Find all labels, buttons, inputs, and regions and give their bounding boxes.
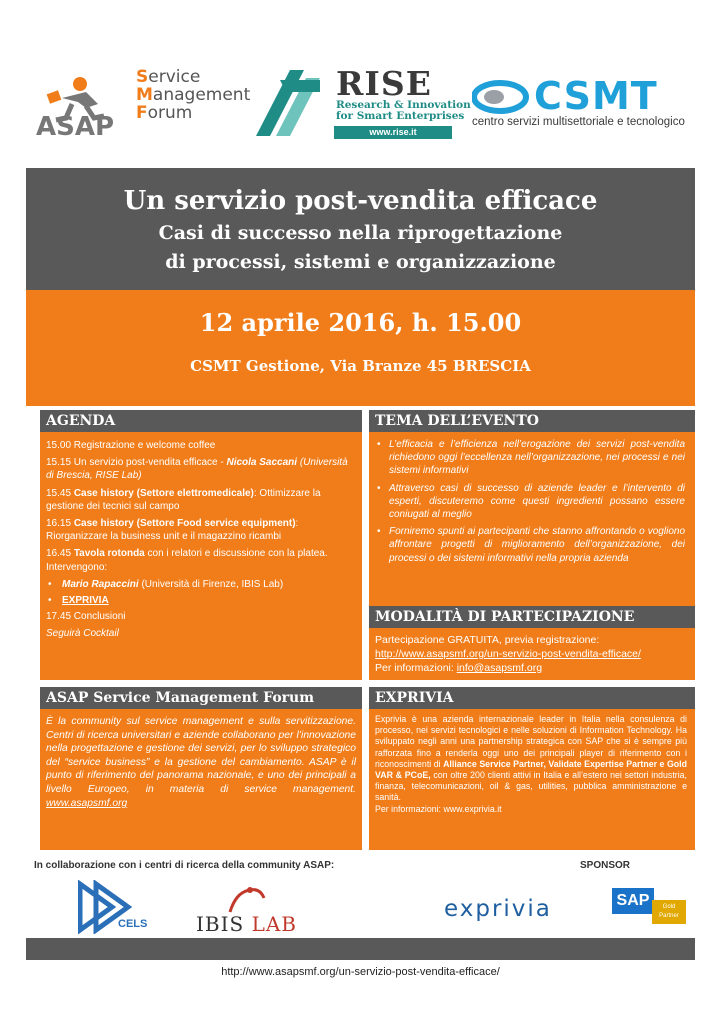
- rise-logo-icon: [256, 70, 324, 136]
- modalita-heading: MODALITÀ DI PARTECIPAZIONE: [369, 606, 695, 628]
- asap-website-link[interactable]: www.asapsmf.org: [46, 797, 128, 809]
- exprivia-heading: EXPRIVIA: [369, 687, 695, 709]
- exprivia-text: Exprivia è una azienda internazionale leader in Italia nella consulenza di processo, nei servizi tecnologici e nelle soluzioni di Information Technology. Ha sviluppato negli anni una partnership strategica con SAP che si è sempre più rafforzata fino a renderla oggi uno dei principali player di riferimento con i riconoscimenti di Alliance Service Partner, Validate Expertise Partner e Gold VAR & PCoE, con oltre 200 clienti attivi in Italia e all’estero nei settori industria, finanza, telecomunicazioni, oil & gas, utilities, pubblica amministrazione e sanità. Per informazioni: www.exprivia.it: [375, 714, 687, 814]
- tema-list: [375, 438, 685, 569]
- asap-heading: ASAP Service Management Forum: [40, 687, 362, 709]
- agenda-item: 16.15 Case history (Settore Food service equipment): Riorganizzare la business unit e il magazzino ricambi: [46, 518, 299, 543]
- tema-section: [369, 410, 695, 680]
- event-title: Un servizio post-vendita efficace: [123, 186, 598, 216]
- exprivia-section: [369, 687, 695, 850]
- asap-text: È la community sul service management e sulla servitizzazione. Centri di ricerca universitari e aziende collaborano per l’innovazione nella progettazione e gestione dei servizi, per lo sviluppo strategico del “service business” e la gestione del cambiamento. ASAP è il punto di riferimento del panorama nazionale, e uno dei principali a livello Europeo, in materia di service management. www.asapsmf.org: [46, 716, 356, 809]
- csmt-logo-icon: [472, 80, 530, 114]
- event-date: 12 aprile 2016, h. 15.00: [199, 308, 522, 337]
- tema-bullet: • Attraverso casi di successo di aziende leader e l’intervento di esperti, discuteremo come questi ingredienti possano essere coniugati al meglio: [375, 482, 685, 522]
- footer-bar: [26, 938, 695, 960]
- ibis-lab-logo: IBIS LAB: [196, 912, 297, 936]
- rise-logo-subtitle: Research & Innovation for Smart Enterprises: [336, 99, 471, 122]
- tema-bullet: • L’efficacia e l’efficienza nell’erogazione dei servizi post-vendita richiedono oggi l’eccellenza nell’organizzazione, nei processi e nei sistemi informativi: [375, 438, 685, 478]
- speaker-item: • EXPRIVIA: [46, 594, 356, 607]
- collaboration-label: In collaborazione con i centri di ricerca della community ASAP:: [34, 860, 335, 871]
- agenda-item: 17.45 Conclusioni: [46, 611, 126, 623]
- csmt-logo-subtitle: centro servizi multisettoriale e tecnologico: [472, 116, 685, 128]
- asap-logo-text: Service Management Forum: [136, 67, 251, 123]
- agenda-list: [46, 439, 356, 645]
- sponsor-label: SPONSOR: [580, 860, 631, 871]
- speaker-item: • Mario Rapaccini (Università di Firenze, IBIS Lab): [46, 578, 356, 591]
- event-subtitle-line1: Casi di successo nella riprogettazione: [158, 222, 563, 244]
- registration-link[interactable]: http://www.asapsmf.org/un-servizio-post-vendita-efficace/: [375, 648, 641, 660]
- agenda-item: 15.45 Case history (Settore elettromedicale): Ottimizzare la gestione dei tecnici sul campo: [46, 487, 321, 512]
- footer-url[interactable]: http://www.asapsmf.org/un-servizio-post-vendita-efficace/: [221, 966, 500, 978]
- csmt-logo-title: CSMT: [534, 74, 658, 118]
- email-link[interactable]: info@asapsmf.org: [456, 662, 543, 674]
- event-subtitle-line2: di processi, sistemi e organizzazione: [165, 251, 556, 273]
- asap-brand: ASAP: [36, 112, 115, 142]
- agenda-item: 16.45 Tavola rotonda con i relatori e discussione con la platea. Intervengono:: [46, 548, 328, 573]
- cels-logo-text: CELS: [118, 918, 148, 930]
- event-place: CSMT Gestione, Via Branze 45 BRESCIA: [190, 357, 531, 375]
- agenda-item: Seguirà Cocktail: [46, 628, 119, 640]
- sap-gold-badge: Gold Partner: [652, 900, 686, 924]
- agenda-item: 15.15 Un servizio post-vendita efficace - Nicola Saccani (Università di Brescia, RISE Lab): [46, 457, 348, 482]
- rise-logo-url: www.rise.it: [334, 126, 452, 139]
- tema-heading: TEMA DELL’EVENTO: [369, 410, 695, 432]
- rise-logo-title: RISE: [336, 64, 432, 103]
- exprivia-logo: exprivia: [444, 896, 552, 922]
- agenda-item: 15.00 Registrazione e welcome coffee: [46, 440, 216, 451]
- asap-section: [40, 687, 362, 850]
- modalita-text: Partecipazione GRATUITA, previa registrazione:: [375, 634, 600, 646]
- modalita-body: Partecipazione GRATUITA, previa registrazione: http://www.asapsmf.org/un-servizio-post-vendita-efficace/ Per informazioni: info@asapsmf.org: [375, 633, 691, 675]
- sap-logo: SAP: [612, 888, 654, 914]
- agenda-section: [40, 410, 362, 680]
- tema-bullet: • Forniremo spunti ai partecipanti che stanno affrontando o vogliono affrontare progetti di miglioramento dell’organizzazione, dei processi o dei sistemi informativi nella propria azienda: [375, 525, 685, 565]
- agenda-heading: AGENDA: [40, 410, 362, 432]
- ibis-bird-icon: [226, 884, 266, 914]
